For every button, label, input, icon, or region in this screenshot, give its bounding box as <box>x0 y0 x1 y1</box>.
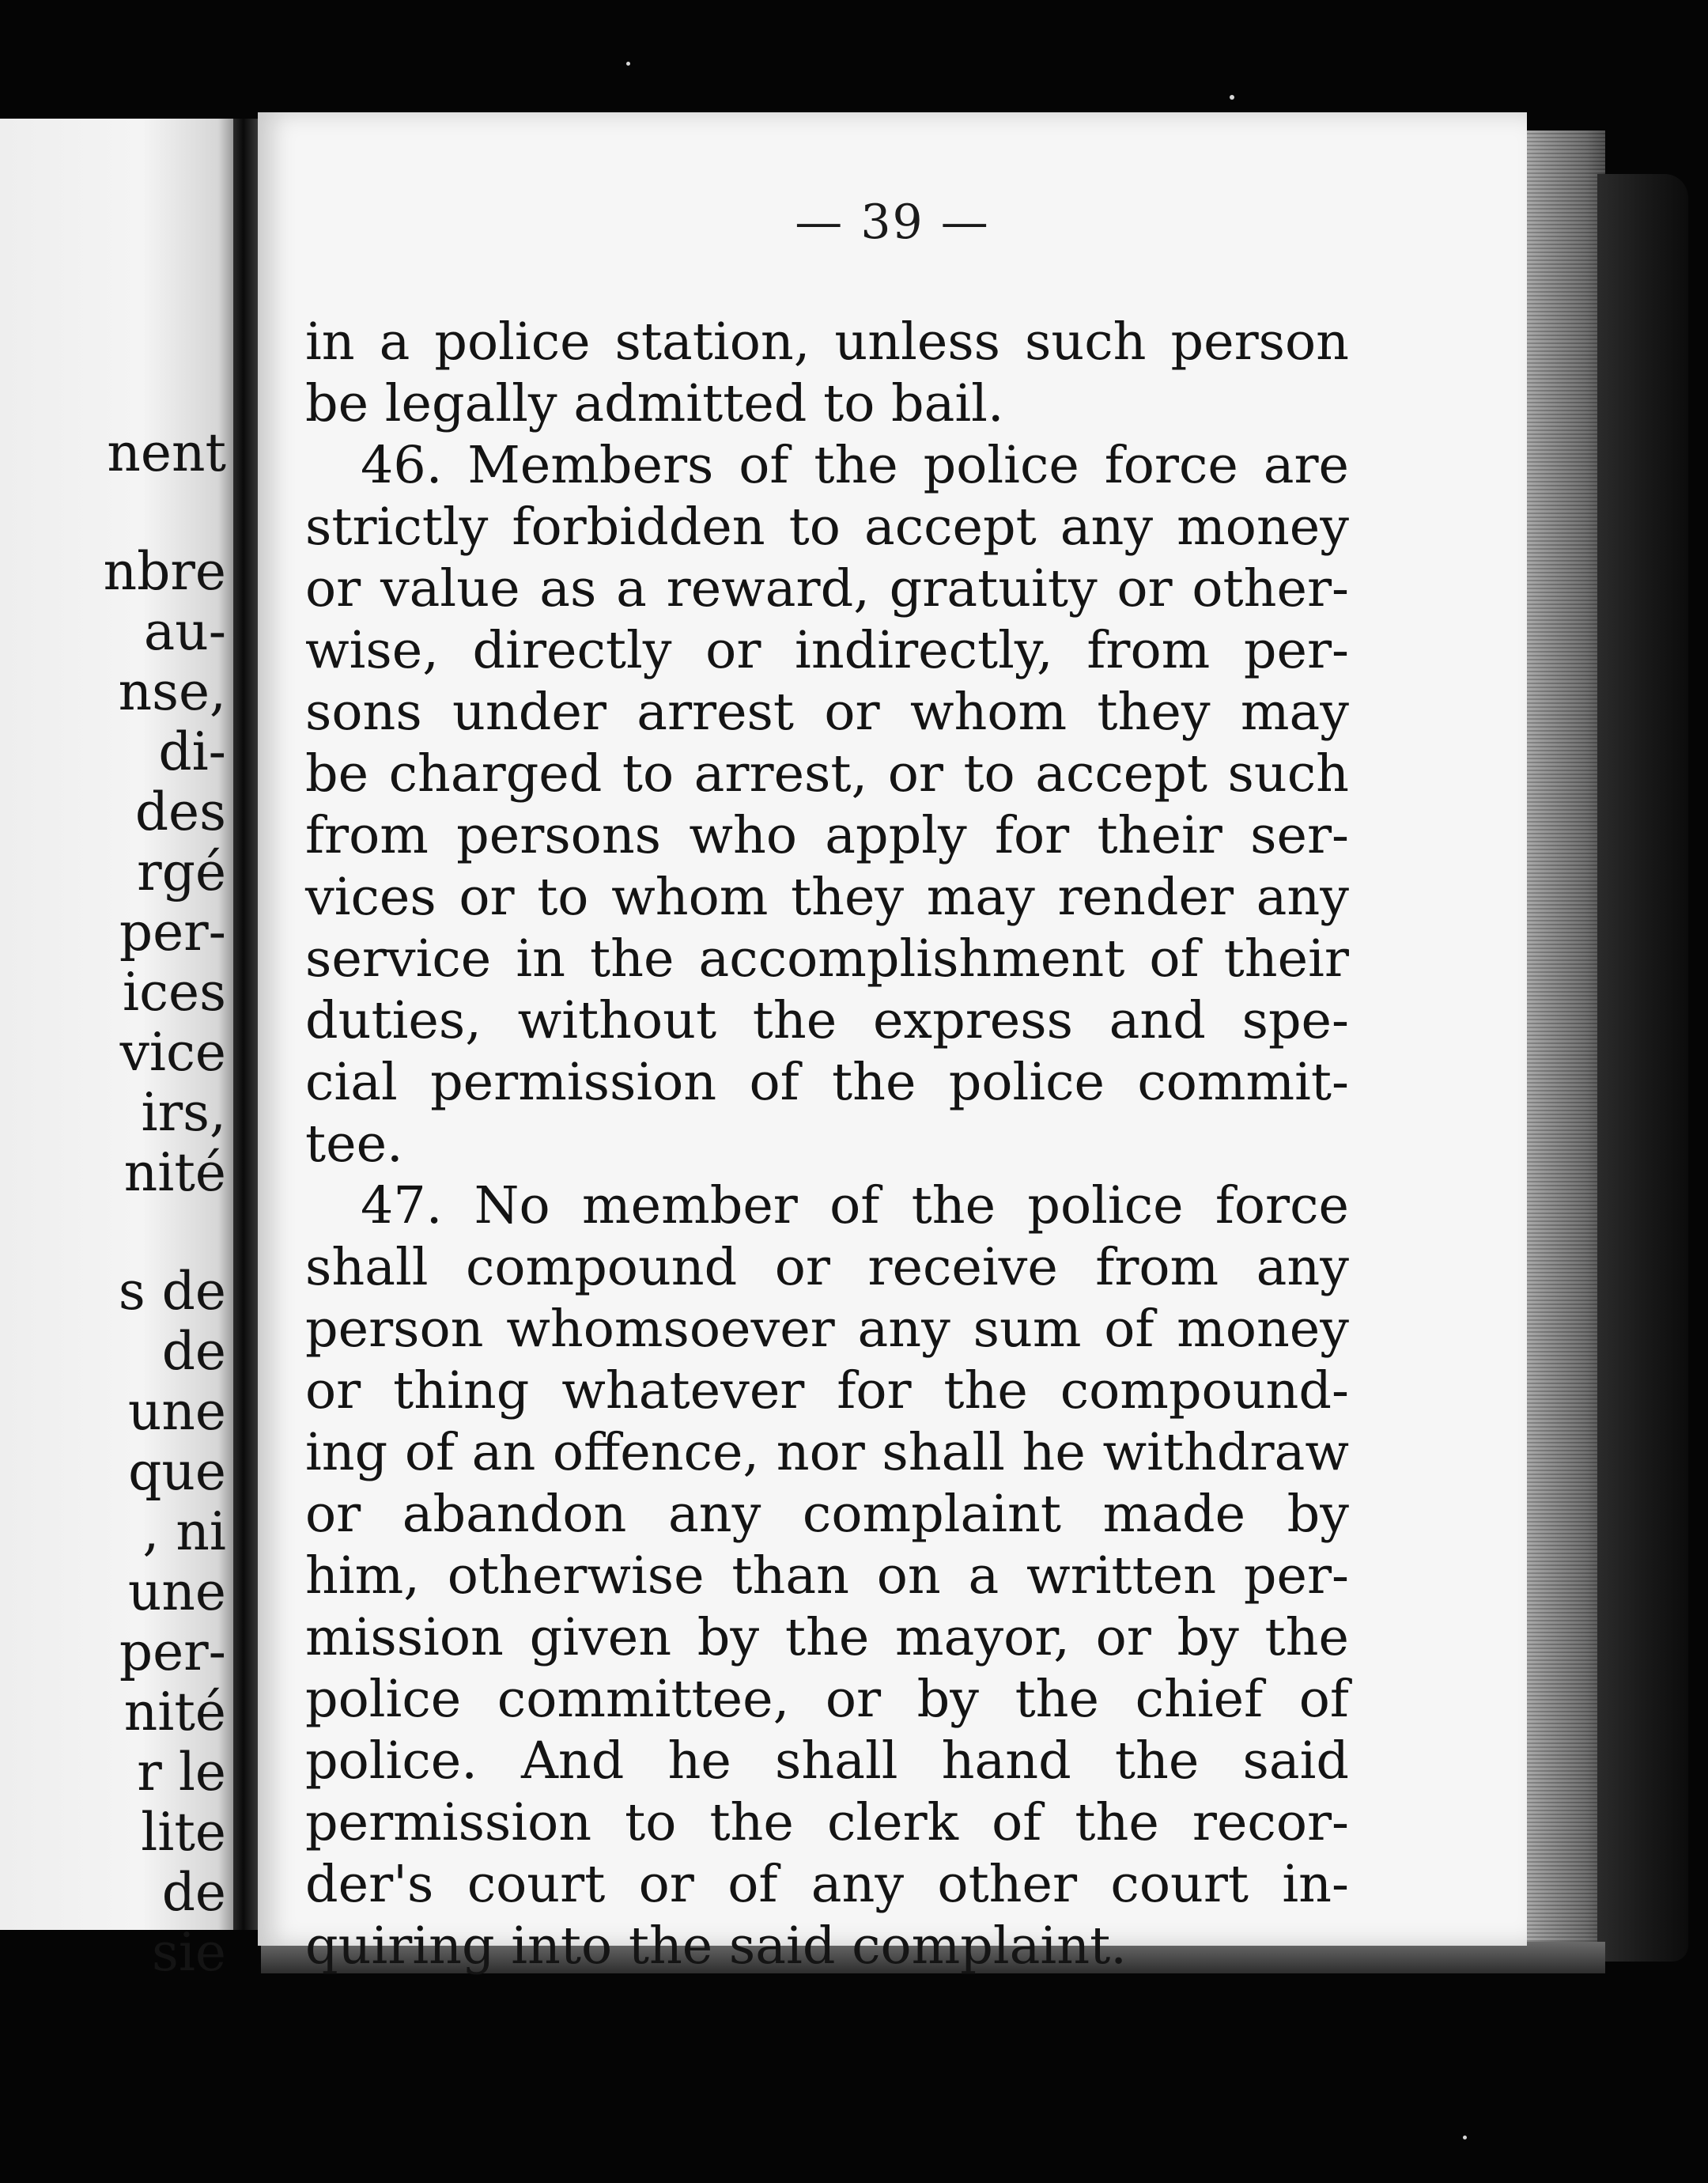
text-line: be legally admitted to bail. <box>305 374 1004 433</box>
left-page-text <box>0 423 226 1983</box>
left-page-line: de <box>161 1321 226 1382</box>
dust-speck <box>1463 2136 1467 2139</box>
left-page-line: per- <box>119 1621 226 1682</box>
left-page-line: des <box>134 781 226 842</box>
left-page-line: rgé <box>137 842 226 902</box>
text-line: 46. Members of the police force are <box>361 436 1349 495</box>
text-line: vices or to whom they may render any <box>305 868 1349 927</box>
text-line: sons under arrest or whom they may <box>305 683 1349 742</box>
text-line: or value as a reward, gratuity or other- <box>305 559 1349 619</box>
left-page-line: vice <box>119 1022 226 1083</box>
text-line: in a police station, unless such person <box>305 312 1349 372</box>
left-page-gap <box>0 483 226 542</box>
left-page-line: lite <box>141 1802 226 1863</box>
left-page-line: nité <box>123 1142 226 1203</box>
text-line: person whomsoever any sum of money <box>305 1300 1349 1359</box>
text-line: police committee, or by the chief of <box>305 1670 1349 1729</box>
left-page-line: nité <box>123 1682 226 1742</box>
text-line: wise, directly or indirectly, from per- <box>305 621 1349 680</box>
book-gutter <box>233 119 259 1930</box>
text-line: tee. <box>305 1114 403 1174</box>
book-cover-edge <box>1597 174 1688 1962</box>
left-page-line: , ni <box>142 1501 226 1562</box>
left-page-line: nent <box>107 422 226 483</box>
page-number: — 39 — <box>795 195 990 250</box>
left-page-line: nbre <box>103 541 226 602</box>
text-line: service in the accomplishment of their <box>305 929 1349 989</box>
text-line: quiring into the said complaint. <box>305 1916 1127 1976</box>
text-line: 47. No member of the police force <box>361 1176 1349 1235</box>
body-text <box>305 312 1349 1977</box>
left-page-line: irs, <box>141 1082 226 1143</box>
text-line: be charged to arrest, or to accept such <box>305 744 1349 804</box>
left-page-line: ices <box>122 962 226 1023</box>
left-page-fragment <box>0 119 237 1983</box>
text-line: cial permission of the police commit- <box>305 1053 1349 1112</box>
left-page-gap <box>0 1203 226 1262</box>
text-line: or abandon any complaint made by <box>305 1485 1349 1544</box>
text-line: shall compound or receive from any <box>305 1238 1349 1297</box>
text-line: duties, without the express and spe- <box>305 991 1349 1050</box>
left-page-line: nse, <box>118 661 226 722</box>
text-line: permission to the clerk of the recor- <box>305 1793 1349 1852</box>
text-line: from persons who apply for their ser- <box>305 806 1349 865</box>
dust-speck <box>1230 95 1234 100</box>
text-line: strictly forbidden to accept any money <box>305 498 1349 557</box>
dust-speck <box>626 62 630 66</box>
left-page-line: per- <box>119 902 226 963</box>
left-page-line: di- <box>158 721 226 782</box>
left-page-line: de <box>161 1862 226 1923</box>
left-page-line: au- <box>143 601 226 662</box>
text-line: ing of an offence, nor shall he withdraw <box>305 1423 1349 1482</box>
left-page-line: une <box>127 1381 226 1442</box>
left-page-line: que <box>128 1441 226 1502</box>
text-line: or thing whatever for the compound- <box>305 1361 1349 1421</box>
text-line: him, otherwise than on a written per- <box>305 1546 1349 1606</box>
left-page-line: s de <box>118 1261 226 1322</box>
text-line: mission given by the mayor, or by the <box>305 1608 1349 1667</box>
left-page-line: r le <box>137 1742 226 1803</box>
left-page-line: une <box>127 1561 226 1622</box>
text-line: der's court or of any other court in- <box>305 1855 1349 1914</box>
left-page-line: sie <box>151 1922 226 1983</box>
text-line: police. And he shall hand the said <box>305 1731 1349 1791</box>
